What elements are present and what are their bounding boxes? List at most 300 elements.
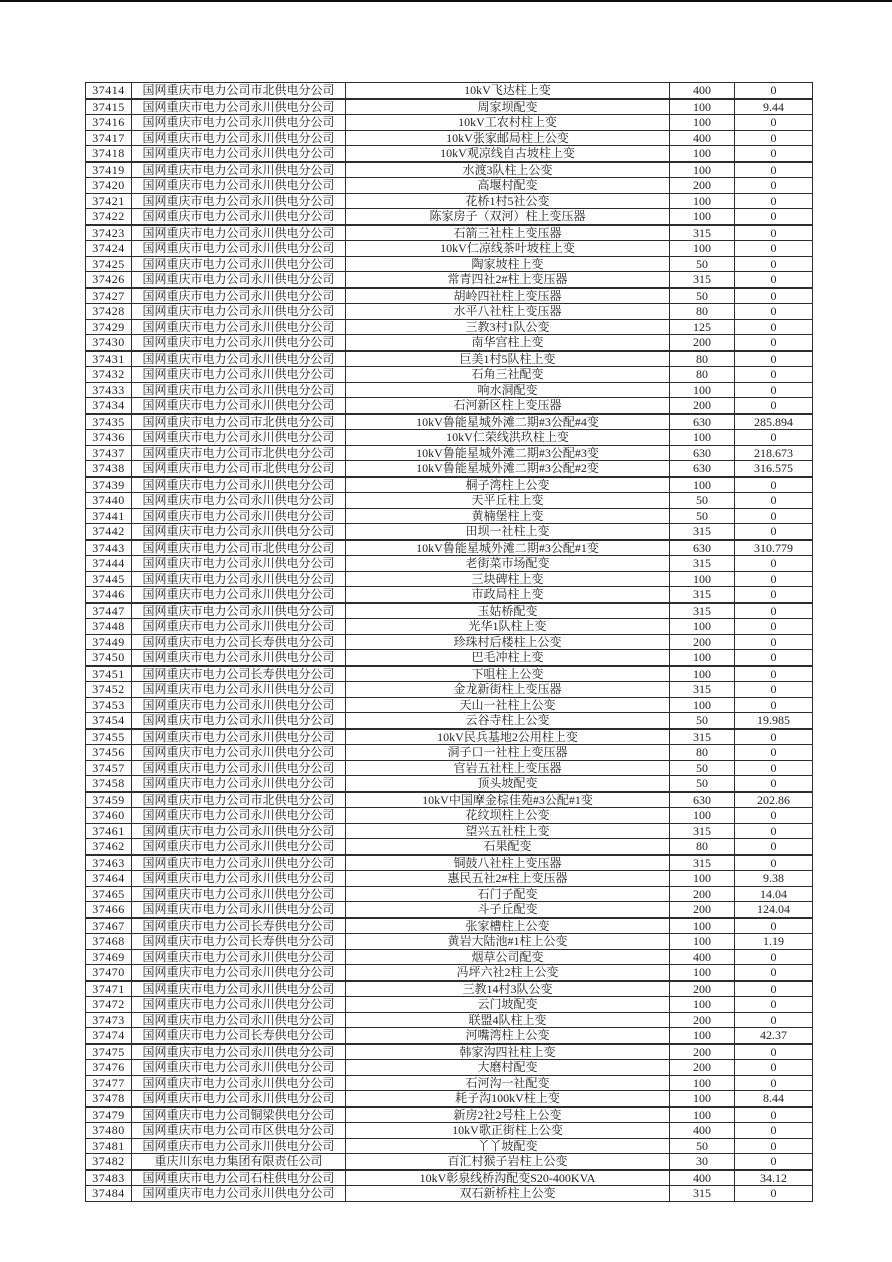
cell-capacity: 50 bbox=[670, 776, 735, 792]
cell-value: 0 bbox=[735, 493, 813, 509]
cell-company: 国网重庆市电力公司永川供电分公司 bbox=[132, 1075, 346, 1091]
table-row bbox=[86, 871, 813, 887]
table-row bbox=[86, 162, 813, 178]
cell-id: 37426 bbox=[86, 272, 132, 288]
table-row bbox=[86, 225, 813, 241]
cell-value: 0 bbox=[735, 367, 813, 383]
cell-company: 国网重庆市电力公司永川供电分公司 bbox=[132, 304, 346, 320]
table-row bbox=[86, 414, 813, 430]
cell-company: 国网重庆市电力公司永川供电分公司 bbox=[132, 193, 346, 209]
cell-name: 石门子配变 bbox=[346, 886, 670, 902]
cell-id: 37431 bbox=[86, 351, 132, 367]
cell-value: 316.575 bbox=[735, 461, 813, 477]
cell-value: 0 bbox=[735, 225, 813, 241]
cell-value: 0 bbox=[735, 508, 813, 524]
table-row bbox=[86, 902, 813, 918]
cell-capacity: 200 bbox=[670, 902, 735, 918]
cell-id: 37462 bbox=[86, 839, 132, 855]
cell-value: 0 bbox=[735, 1044, 813, 1060]
table-row bbox=[86, 367, 813, 383]
cell-value: 0 bbox=[735, 682, 813, 698]
table-row bbox=[86, 965, 813, 981]
cell-value: 0 bbox=[735, 1186, 813, 1202]
cell-capacity: 80 bbox=[670, 839, 735, 855]
cell-name: 张家槽柱上公变 bbox=[346, 918, 670, 934]
cell-value: 0 bbox=[735, 1123, 813, 1139]
cell-name: 10kV彰泉线桥沟配变S20-400KVA bbox=[346, 1170, 670, 1186]
cell-company: 国网重庆市电力公司永川供电分公司 bbox=[132, 162, 346, 178]
table-row bbox=[86, 146, 813, 162]
cell-id: 37476 bbox=[86, 1060, 132, 1076]
cell-company: 国网重庆市电力公司市区供电分公司 bbox=[132, 1123, 346, 1139]
cell-company: 国网重庆市电力公司永川供电分公司 bbox=[132, 115, 346, 131]
cell-name: 双石新桥柱上公变 bbox=[346, 1186, 670, 1202]
cell-company: 国网重庆市电力公司永川供电分公司 bbox=[132, 1138, 346, 1154]
cell-id: 37441 bbox=[86, 508, 132, 524]
cell-name: 陈家房子（双河）柱上变压器 bbox=[346, 209, 670, 225]
cell-id: 37460 bbox=[86, 808, 132, 824]
cell-company: 国网重庆市电力公司市北供电分公司 bbox=[132, 83, 346, 99]
cell-name: 铜鼓八社柱上变压器 bbox=[346, 855, 670, 871]
cell-id: 37454 bbox=[86, 713, 132, 729]
cell-value: 0 bbox=[735, 162, 813, 178]
cell-name: 联盟4队柱上变 bbox=[346, 1012, 670, 1028]
cell-value: 14.04 bbox=[735, 886, 813, 902]
cell-id: 37459 bbox=[86, 792, 132, 808]
cell-capacity: 200 bbox=[670, 1044, 735, 1060]
table-row bbox=[86, 571, 813, 587]
cell-capacity: 630 bbox=[670, 792, 735, 808]
cell-name: 10kV民兵基地2公用柱上变 bbox=[346, 729, 670, 745]
table-row bbox=[86, 209, 813, 225]
table-row bbox=[86, 587, 813, 603]
cell-capacity: 100 bbox=[670, 571, 735, 587]
cell-value: 0 bbox=[735, 760, 813, 776]
cell-company: 国网重庆市电力公司永川供电分公司 bbox=[132, 556, 346, 572]
cell-name: 市政局柱上变 bbox=[346, 587, 670, 603]
cell-value: 0 bbox=[735, 571, 813, 587]
cell-capacity: 125 bbox=[670, 319, 735, 335]
cell-name: 河嘴湾柱上公变 bbox=[346, 1028, 670, 1044]
cell-name: 天平丘柱上变 bbox=[346, 493, 670, 509]
cell-name: 下咀柱上公变 bbox=[346, 666, 670, 682]
table-row bbox=[86, 650, 813, 666]
cell-id: 37442 bbox=[86, 524, 132, 540]
cell-capacity: 100 bbox=[670, 871, 735, 887]
cell-name: 10kV歌正街柱上公变 bbox=[346, 1123, 670, 1139]
table-row bbox=[86, 304, 813, 320]
cell-company: 国网重庆市电力公司长寿供电分公司 bbox=[132, 666, 346, 682]
cell-value: 0 bbox=[735, 918, 813, 934]
cell-company: 国网重庆市电力公司永川供电分公司 bbox=[132, 981, 346, 997]
table-row bbox=[86, 729, 813, 745]
cell-company: 国网重庆市电力公司长寿供电分公司 bbox=[132, 918, 346, 934]
table-row bbox=[86, 398, 813, 414]
table-row bbox=[86, 713, 813, 729]
cell-id: 37435 bbox=[86, 414, 132, 430]
table-row bbox=[86, 430, 813, 446]
cell-value: 124.04 bbox=[735, 902, 813, 918]
cell-name: 三教3村1队公变 bbox=[346, 319, 670, 335]
cell-id: 37469 bbox=[86, 949, 132, 965]
table-row bbox=[86, 949, 813, 965]
cell-id: 37450 bbox=[86, 650, 132, 666]
cell-id: 37457 bbox=[86, 760, 132, 776]
cell-name: 10kV工农村柱上变 bbox=[346, 115, 670, 131]
cell-capacity: 100 bbox=[670, 241, 735, 257]
cell-id: 37422 bbox=[86, 209, 132, 225]
cell-name: 响水洞配变 bbox=[346, 382, 670, 398]
cell-capacity: 630 bbox=[670, 445, 735, 461]
cell-capacity: 100 bbox=[670, 1091, 735, 1107]
cell-name: 洞子口一社柱上变压器 bbox=[346, 745, 670, 761]
cell-value: 0 bbox=[735, 965, 813, 981]
cell-company: 国网重庆市电力公司石柱供电分公司 bbox=[132, 1170, 346, 1186]
transformer-table-body bbox=[86, 83, 813, 1202]
page-top-edge-line bbox=[0, 0, 892, 2]
cell-name: 光华1队柱上变 bbox=[346, 619, 670, 635]
table-row bbox=[86, 886, 813, 902]
cell-capacity: 100 bbox=[670, 146, 735, 162]
cell-company: 国网重庆市电力公司永川供电分公司 bbox=[132, 949, 346, 965]
cell-name: 常青四社2#柱上变压器 bbox=[346, 272, 670, 288]
cell-name: 黄岩大陆池#1柱上公变 bbox=[346, 934, 670, 950]
cell-company: 国网重庆市电力公司永川供电分公司 bbox=[132, 619, 346, 635]
table-row bbox=[86, 477, 813, 493]
cell-capacity: 100 bbox=[670, 619, 735, 635]
cell-value: 9.44 bbox=[735, 99, 813, 115]
cell-company: 国网重庆市电力公司永川供电分公司 bbox=[132, 288, 346, 304]
cell-id: 37437 bbox=[86, 445, 132, 461]
cell-value: 0 bbox=[735, 587, 813, 603]
cell-capacity: 100 bbox=[670, 808, 735, 824]
cell-name: 花桥1村5社公变 bbox=[346, 193, 670, 209]
cell-id: 37472 bbox=[86, 997, 132, 1013]
cell-company: 国网重庆市电力公司永川供电分公司 bbox=[132, 209, 346, 225]
cell-value: 0 bbox=[735, 209, 813, 225]
cell-capacity: 315 bbox=[670, 524, 735, 540]
cell-company: 国网重庆市电力公司永川供电分公司 bbox=[132, 335, 346, 351]
cell-capacity: 200 bbox=[670, 398, 735, 414]
cell-value: 0 bbox=[735, 83, 813, 99]
cell-company: 国网重庆市电力公司永川供电分公司 bbox=[132, 146, 346, 162]
cell-company: 国网重庆市电力公司永川供电分公司 bbox=[132, 508, 346, 524]
cell-id: 37456 bbox=[86, 745, 132, 761]
cell-name: 珍珠村后楼柱上公变 bbox=[346, 634, 670, 650]
table-row bbox=[86, 540, 813, 556]
cell-company: 国网重庆市电力公司永川供电分公司 bbox=[132, 729, 346, 745]
cell-value: 0 bbox=[735, 823, 813, 839]
cell-id: 37434 bbox=[86, 398, 132, 414]
cell-company: 国网重庆市电力公司永川供电分公司 bbox=[132, 1044, 346, 1060]
table-row bbox=[86, 1028, 813, 1044]
cell-capacity: 200 bbox=[670, 886, 735, 902]
cell-id: 37484 bbox=[86, 1186, 132, 1202]
cell-company: 国网重庆市电力公司长寿供电分公司 bbox=[132, 934, 346, 950]
cell-value: 0 bbox=[735, 477, 813, 493]
cell-name: 黄楠堡柱上变 bbox=[346, 508, 670, 524]
cell-value: 218.673 bbox=[735, 445, 813, 461]
table-row bbox=[86, 99, 813, 115]
cell-id: 37455 bbox=[86, 729, 132, 745]
cell-id: 37428 bbox=[86, 304, 132, 320]
cell-value: 0 bbox=[735, 115, 813, 131]
cell-company: 国网重庆市电力公司永川供电分公司 bbox=[132, 855, 346, 871]
cell-company: 国网重庆市电力公司永川供电分公司 bbox=[132, 493, 346, 509]
table-row bbox=[86, 981, 813, 997]
cell-value: 285.894 bbox=[735, 414, 813, 430]
cell-value: 0 bbox=[735, 808, 813, 824]
cell-id: 37478 bbox=[86, 1091, 132, 1107]
cell-value: 0 bbox=[735, 697, 813, 713]
cell-value: 0 bbox=[735, 729, 813, 745]
cell-capacity: 100 bbox=[670, 162, 735, 178]
table-row bbox=[86, 855, 813, 871]
cell-company: 国网重庆市电力公司永川供电分公司 bbox=[132, 130, 346, 146]
cell-company: 国网重庆市电力公司永川供电分公司 bbox=[132, 603, 346, 619]
table-row bbox=[86, 792, 813, 808]
cell-capacity: 315 bbox=[670, 603, 735, 619]
cell-id: 37425 bbox=[86, 256, 132, 272]
cell-capacity: 315 bbox=[670, 823, 735, 839]
cell-name: 胡岭四社柱上变压器 bbox=[346, 288, 670, 304]
cell-id: 37464 bbox=[86, 871, 132, 887]
cell-company: 国网重庆市电力公司市北供电分公司 bbox=[132, 414, 346, 430]
table-row bbox=[86, 1186, 813, 1202]
cell-id: 37432 bbox=[86, 367, 132, 383]
cell-capacity: 80 bbox=[670, 304, 735, 320]
table-row bbox=[86, 193, 813, 209]
cell-company: 国网重庆市电力公司永川供电分公司 bbox=[132, 398, 346, 414]
cell-value: 0 bbox=[735, 650, 813, 666]
cell-company: 国网重庆市电力公司永川供电分公司 bbox=[132, 713, 346, 729]
cell-id: 37453 bbox=[86, 697, 132, 713]
table-row bbox=[86, 1138, 813, 1154]
cell-id: 37443 bbox=[86, 540, 132, 556]
cell-value: 0 bbox=[735, 1107, 813, 1123]
cell-company: 国网重庆市电力公司市北供电分公司 bbox=[132, 461, 346, 477]
table-row bbox=[86, 319, 813, 335]
cell-value: 0 bbox=[735, 382, 813, 398]
cell-company: 国网重庆市电力公司永川供电分公司 bbox=[132, 1091, 346, 1107]
cell-capacity: 100 bbox=[670, 997, 735, 1013]
cell-company: 国网重庆市电力公司永川供电分公司 bbox=[132, 808, 346, 824]
cell-id: 37429 bbox=[86, 319, 132, 335]
cell-value: 0 bbox=[735, 178, 813, 194]
cell-id: 37475 bbox=[86, 1044, 132, 1060]
table-row bbox=[86, 1075, 813, 1091]
cell-id: 37468 bbox=[86, 934, 132, 950]
cell-id: 37471 bbox=[86, 981, 132, 997]
cell-name: 烟草公司配变 bbox=[346, 949, 670, 965]
cell-capacity: 100 bbox=[670, 115, 735, 131]
cell-capacity: 80 bbox=[670, 351, 735, 367]
cell-company: 国网重庆市电力公司永川供电分公司 bbox=[132, 256, 346, 272]
cell-id: 37446 bbox=[86, 587, 132, 603]
table-row bbox=[86, 115, 813, 131]
cell-company: 国网重庆市电力公司永川供电分公司 bbox=[132, 871, 346, 887]
cell-capacity: 100 bbox=[670, 1107, 735, 1123]
table-row bbox=[86, 1154, 813, 1170]
cell-company: 国网重庆市电力公司永川供电分公司 bbox=[132, 650, 346, 666]
cell-name: 10kV中国摩金棕佳苑#3公配#1变 bbox=[346, 792, 670, 808]
cell-capacity: 100 bbox=[670, 430, 735, 446]
cell-name: 丫丫坡配变 bbox=[346, 1138, 670, 1154]
table-row bbox=[86, 130, 813, 146]
cell-value: 0 bbox=[735, 634, 813, 650]
cell-name: 新房2社2号柱上公变 bbox=[346, 1107, 670, 1123]
cell-value: 0 bbox=[735, 1012, 813, 1028]
cell-name: 石箭三社柱上变压器 bbox=[346, 225, 670, 241]
cell-capacity: 400 bbox=[670, 1123, 735, 1139]
cell-company: 国网重庆市电力公司永川供电分公司 bbox=[132, 1012, 346, 1028]
table-row bbox=[86, 918, 813, 934]
table-row bbox=[86, 666, 813, 682]
cell-company: 国网重庆市电力公司永川供电分公司 bbox=[132, 178, 346, 194]
cell-company: 国网重庆市电力公司永川供电分公司 bbox=[132, 382, 346, 398]
cell-company: 国网重庆市电力公司永川供电分公司 bbox=[132, 839, 346, 855]
cell-capacity: 315 bbox=[670, 556, 735, 572]
cell-id: 37418 bbox=[86, 146, 132, 162]
cell-id: 37440 bbox=[86, 493, 132, 509]
cell-capacity: 400 bbox=[670, 949, 735, 965]
cell-value: 0 bbox=[735, 256, 813, 272]
cell-capacity: 80 bbox=[670, 745, 735, 761]
cell-company: 国网重庆市电力公司永川供电分公司 bbox=[132, 99, 346, 115]
cell-id: 37436 bbox=[86, 430, 132, 446]
cell-capacity: 100 bbox=[670, 1028, 735, 1044]
table-row bbox=[86, 760, 813, 776]
cell-id: 37474 bbox=[86, 1028, 132, 1044]
table-row bbox=[86, 508, 813, 524]
cell-company: 国网重庆市电力公司永川供电分公司 bbox=[132, 319, 346, 335]
cell-id: 37427 bbox=[86, 288, 132, 304]
cell-name: 云门坡配变 bbox=[346, 997, 670, 1013]
cell-name: 云谷寺柱上公变 bbox=[346, 713, 670, 729]
cell-name: 10kV鲁能星城外滩二期#3公配#3变 bbox=[346, 445, 670, 461]
cell-capacity: 315 bbox=[670, 225, 735, 241]
cell-name: 老街菜市场配变 bbox=[346, 556, 670, 572]
cell-id: 37451 bbox=[86, 666, 132, 682]
cell-name: 韩家沟四社柱上变 bbox=[346, 1044, 670, 1060]
cell-name: 10kV仁凉线茶叶坡柱上变 bbox=[346, 241, 670, 257]
cell-company: 国网重庆市电力公司永川供电分公司 bbox=[132, 965, 346, 981]
cell-company: 国网重庆市电力公司永川供电分公司 bbox=[132, 241, 346, 257]
cell-name: 10kV鲁能星城外滩二期#3公配#4变 bbox=[346, 414, 670, 430]
cell-value: 0 bbox=[735, 193, 813, 209]
cell-capacity: 50 bbox=[670, 493, 735, 509]
cell-id: 37438 bbox=[86, 461, 132, 477]
cell-company: 国网重庆市电力公司永川供电分公司 bbox=[132, 886, 346, 902]
cell-capacity: 200 bbox=[670, 1060, 735, 1076]
cell-capacity: 200 bbox=[670, 981, 735, 997]
table-row bbox=[86, 241, 813, 257]
cell-value: 0 bbox=[735, 272, 813, 288]
table-row bbox=[86, 256, 813, 272]
cell-name: 惠民五社2#柱上变压器 bbox=[346, 871, 670, 887]
cell-value: 42.37 bbox=[735, 1028, 813, 1044]
cell-company: 国网重庆市电力公司永川供电分公司 bbox=[132, 587, 346, 603]
cell-company: 国网重庆市电力公司市北供电分公司 bbox=[132, 540, 346, 556]
cell-id: 37482 bbox=[86, 1154, 132, 1170]
cell-value: 8.44 bbox=[735, 1091, 813, 1107]
cell-id: 37481 bbox=[86, 1138, 132, 1154]
cell-id: 37416 bbox=[86, 115, 132, 131]
cell-capacity: 630 bbox=[670, 461, 735, 477]
cell-company: 国网重庆市电力公司永川供电分公司 bbox=[132, 682, 346, 698]
cell-value: 0 bbox=[735, 430, 813, 446]
cell-capacity: 315 bbox=[670, 855, 735, 871]
cell-capacity: 200 bbox=[670, 335, 735, 351]
cell-value: 9.38 bbox=[735, 871, 813, 887]
cell-name: 10kV鲁能星城外滩二期#3公配#1变 bbox=[346, 540, 670, 556]
cell-id: 37466 bbox=[86, 902, 132, 918]
cell-id: 37480 bbox=[86, 1123, 132, 1139]
table-row bbox=[86, 776, 813, 792]
cell-capacity: 400 bbox=[670, 130, 735, 146]
cell-id: 37415 bbox=[86, 99, 132, 115]
cell-company: 国网重庆市电力公司铜梁供电分公司 bbox=[132, 1107, 346, 1123]
cell-id: 37430 bbox=[86, 335, 132, 351]
cell-company: 国网重庆市电力公司永川供电分公司 bbox=[132, 823, 346, 839]
cell-company: 国网重庆市电力公司市北供电分公司 bbox=[132, 445, 346, 461]
cell-name: 顶头坡配变 bbox=[346, 776, 670, 792]
cell-name: 巴毛冲柱上变 bbox=[346, 650, 670, 666]
cell-company: 国网重庆市电力公司永川供电分公司 bbox=[132, 272, 346, 288]
cell-company: 国网重庆市电力公司永川供电分公司 bbox=[132, 367, 346, 383]
cell-value: 0 bbox=[735, 524, 813, 540]
cell-name: 田坝一社柱上变 bbox=[346, 524, 670, 540]
table-row bbox=[86, 83, 813, 99]
cell-capacity: 100 bbox=[670, 193, 735, 209]
cell-company: 国网重庆市电力公司市北供电分公司 bbox=[132, 792, 346, 808]
cell-capacity: 400 bbox=[670, 1170, 735, 1186]
cell-id: 37444 bbox=[86, 556, 132, 572]
cell-value: 1.19 bbox=[735, 934, 813, 950]
cell-company: 国网重庆市电力公司永川供电分公司 bbox=[132, 351, 346, 367]
cell-capacity: 400 bbox=[670, 83, 735, 99]
table-row bbox=[86, 1107, 813, 1123]
cell-name: 金龙新街柱上变压器 bbox=[346, 682, 670, 698]
table-row bbox=[86, 839, 813, 855]
cell-id: 37421 bbox=[86, 193, 132, 209]
cell-name: 石河新区柱上变压器 bbox=[346, 398, 670, 414]
cell-value: 0 bbox=[735, 288, 813, 304]
cell-capacity: 630 bbox=[670, 414, 735, 430]
cell-capacity: 200 bbox=[670, 634, 735, 650]
cell-value: 0 bbox=[735, 1138, 813, 1154]
cell-value: 0 bbox=[735, 949, 813, 965]
cell-id: 37461 bbox=[86, 823, 132, 839]
cell-id: 37452 bbox=[86, 682, 132, 698]
table-row bbox=[86, 524, 813, 540]
cell-company: 国网重庆市电力公司永川供电分公司 bbox=[132, 1186, 346, 1202]
cell-value: 0 bbox=[735, 666, 813, 682]
cell-name: 大磨村配变 bbox=[346, 1060, 670, 1076]
cell-company: 国网重庆市电力公司永川供电分公司 bbox=[132, 902, 346, 918]
table-row bbox=[86, 1012, 813, 1028]
cell-company: 国网重庆市电力公司永川供电分公司 bbox=[132, 997, 346, 1013]
cell-name: 斗子丘配变 bbox=[346, 902, 670, 918]
cell-capacity: 50 bbox=[670, 508, 735, 524]
cell-capacity: 100 bbox=[670, 934, 735, 950]
table-row bbox=[86, 697, 813, 713]
cell-id: 37473 bbox=[86, 1012, 132, 1028]
cell-id: 37424 bbox=[86, 241, 132, 257]
cell-company: 国网重庆市电力公司长寿供电分公司 bbox=[132, 634, 346, 650]
cell-name: 三教14村3队公变 bbox=[346, 981, 670, 997]
cell-capacity: 100 bbox=[670, 650, 735, 666]
